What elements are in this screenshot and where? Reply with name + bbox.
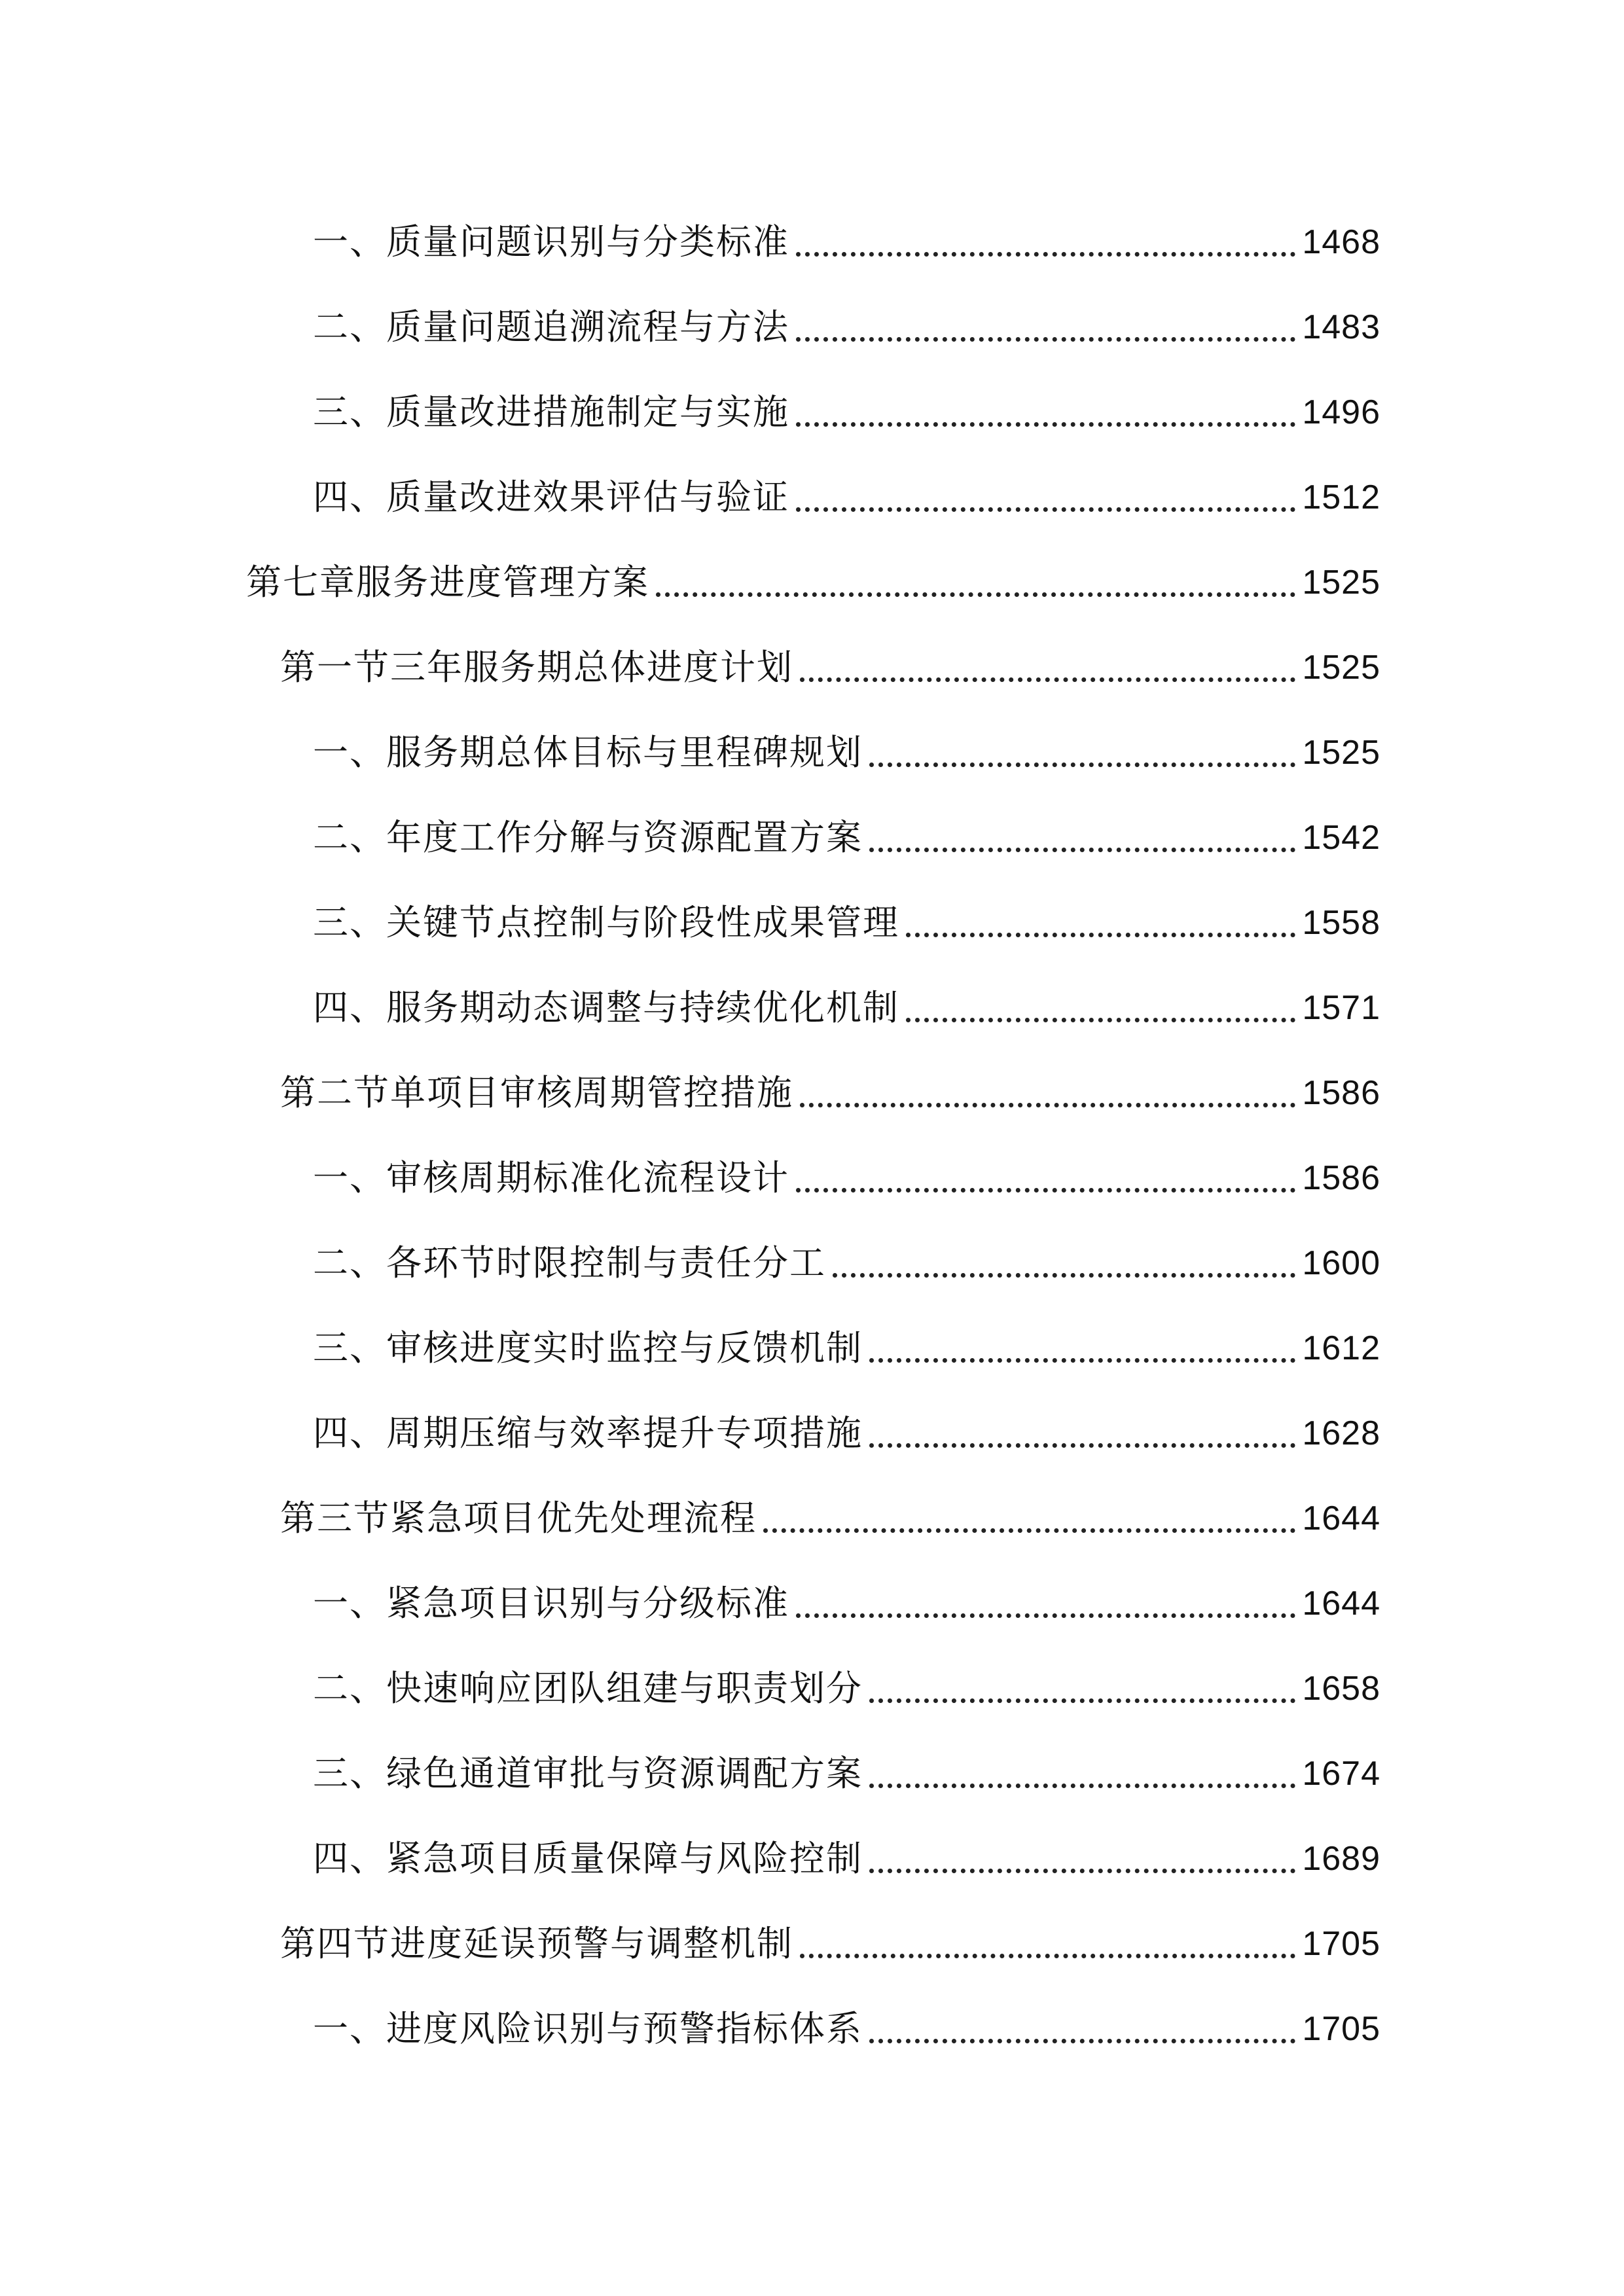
toc-entry-title: 第一节三年服务期总体进度计划 [280, 647, 793, 688]
toc-entry-page: 1674 [1302, 1755, 1380, 1793]
dot-leader [869, 2039, 1295, 2043]
dot-leader [796, 422, 1295, 427]
toc-entry-title: 四、紧急项目质量保障与风险控制 [313, 1838, 863, 1879]
toc-entry-page: 1644 [1302, 1499, 1380, 1537]
toc-entry[interactable] [313, 209, 1380, 275]
toc-entry[interactable] [313, 1230, 1380, 1296]
toc-entry-title: 二、各环节时限控制与责任分工 [313, 1242, 826, 1283]
toc-entry-title: 三、关键节点控制与阶段性成果管理 [313, 902, 899, 943]
toc-entry-page: 1612 [1302, 1329, 1380, 1367]
toc-entry-page: 1525 [1302, 564, 1380, 601]
toc-entry[interactable] [313, 380, 1380, 445]
toc-entry-title: 一、审核周期标准化流程设计 [313, 1157, 789, 1198]
toc-entry-title: 一、紧急项目识别与分级标准 [313, 1583, 789, 1624]
toc-section[interactable] [280, 1911, 1380, 1977]
toc-entry-title: 第四节进度延误预警与调整机制 [280, 1923, 793, 1964]
toc-entry[interactable] [313, 975, 1380, 1041]
toc-entry[interactable] [313, 805, 1380, 870]
dot-leader [800, 1103, 1295, 1107]
dot-leader [869, 1869, 1295, 1873]
toc-entry-page: 1586 [1302, 1074, 1380, 1112]
toc-entry-title: 四、质量改进效果评估与验证 [313, 476, 789, 518]
dot-leader [796, 337, 1295, 342]
toc-entry[interactable] [313, 890, 1380, 956]
toc-entry[interactable] [313, 465, 1380, 530]
toc-entry[interactable] [313, 1996, 1380, 2062]
toc-entry-page: 1705 [1302, 1925, 1380, 1963]
dot-leader [800, 677, 1295, 682]
toc-entry-page: 1658 [1302, 1670, 1380, 1708]
toc-entry-page: 1586 [1302, 1159, 1380, 1197]
toc-entry-title: 二、年度工作分解与资源配置方案 [313, 817, 863, 858]
toc-entry[interactable] [313, 1401, 1380, 1466]
dot-leader [796, 507, 1295, 512]
dot-leader [906, 933, 1295, 937]
toc-entry-title: 第七章服务进度管理方案 [246, 562, 649, 603]
dot-leader [656, 592, 1295, 597]
toc-entry-page: 1705 [1302, 2010, 1380, 2048]
toc-entry-page: 1558 [1302, 904, 1380, 942]
dot-leader [796, 1613, 1295, 1618]
dot-leader [869, 848, 1295, 852]
dot-leader [869, 1698, 1295, 1703]
dot-leader [796, 252, 1295, 257]
toc-entry-page: 1628 [1302, 1414, 1380, 1452]
toc-section[interactable] [280, 1486, 1380, 1551]
toc-entry-page: 1689 [1302, 1840, 1380, 1878]
toc-entry-page: 1496 [1302, 393, 1380, 431]
toc-entry-page: 1468 [1302, 223, 1380, 261]
toc-entry[interactable] [313, 1826, 1380, 1892]
dot-leader [869, 762, 1295, 767]
toc-entry[interactable] [313, 1571, 1380, 1636]
toc-entry-title: 第二节单项目审核周期管控措施 [280, 1072, 793, 1113]
toc-entry-title: 三、质量改进措施制定与实施 [313, 391, 789, 433]
dot-leader [800, 1954, 1295, 1958]
toc-entry-page: 1525 [1302, 734, 1380, 772]
toc-entry[interactable] [313, 1316, 1380, 1381]
toc-entry-title: 三、审核进度实时监控与反馈机制 [313, 1327, 863, 1369]
toc-entry-title: 三、绿色通道审批与资源调配方案 [313, 1753, 863, 1794]
toc-entry-page: 1644 [1302, 1585, 1380, 1623]
toc-entry-title: 第三节紧急项目优先处理流程 [280, 1498, 757, 1539]
dot-leader [869, 1358, 1295, 1363]
toc-entry-page: 1512 [1302, 478, 1380, 516]
dot-leader [796, 1188, 1295, 1193]
toc-entry[interactable] [313, 1741, 1380, 1806]
dot-leader [869, 1784, 1295, 1788]
dot-leader [763, 1528, 1295, 1533]
toc-entry-title: 一、质量问题识别与分类标准 [313, 221, 789, 262]
toc-section[interactable] [280, 1060, 1380, 1126]
toc-entry-title: 一、服务期总体目标与里程碑规划 [313, 732, 863, 773]
dot-leader [906, 1018, 1295, 1022]
toc-entry-title: 二、快速响应团队组建与职责划分 [313, 1668, 863, 1709]
toc-entry-title: 二、质量问题追溯流程与方法 [313, 306, 789, 348]
toc-entry-page: 1571 [1302, 989, 1380, 1027]
dot-leader [833, 1273, 1295, 1278]
toc-section[interactable] [280, 635, 1380, 700]
toc-entry-page: 1542 [1302, 819, 1380, 857]
toc-entry[interactable] [313, 1656, 1380, 1721]
toc-entry[interactable] [313, 295, 1380, 360]
toc-entry-title: 一、进度风险识别与预警指标体系 [313, 2008, 863, 2049]
toc-chapter[interactable] [246, 550, 1380, 615]
toc-entry-title: 四、服务期动态调整与持续优化机制 [313, 987, 899, 1028]
toc-entry-title: 四、周期压缩与效率提升专项措施 [313, 1412, 863, 1454]
toc-entry[interactable] [313, 1145, 1380, 1211]
toc-entry-page: 1600 [1302, 1244, 1380, 1282]
toc-entry[interactable] [313, 720, 1380, 785]
toc-entry-page: 1483 [1302, 308, 1380, 346]
dot-leader [869, 1443, 1295, 1448]
toc-entry-page: 1525 [1302, 649, 1380, 687]
